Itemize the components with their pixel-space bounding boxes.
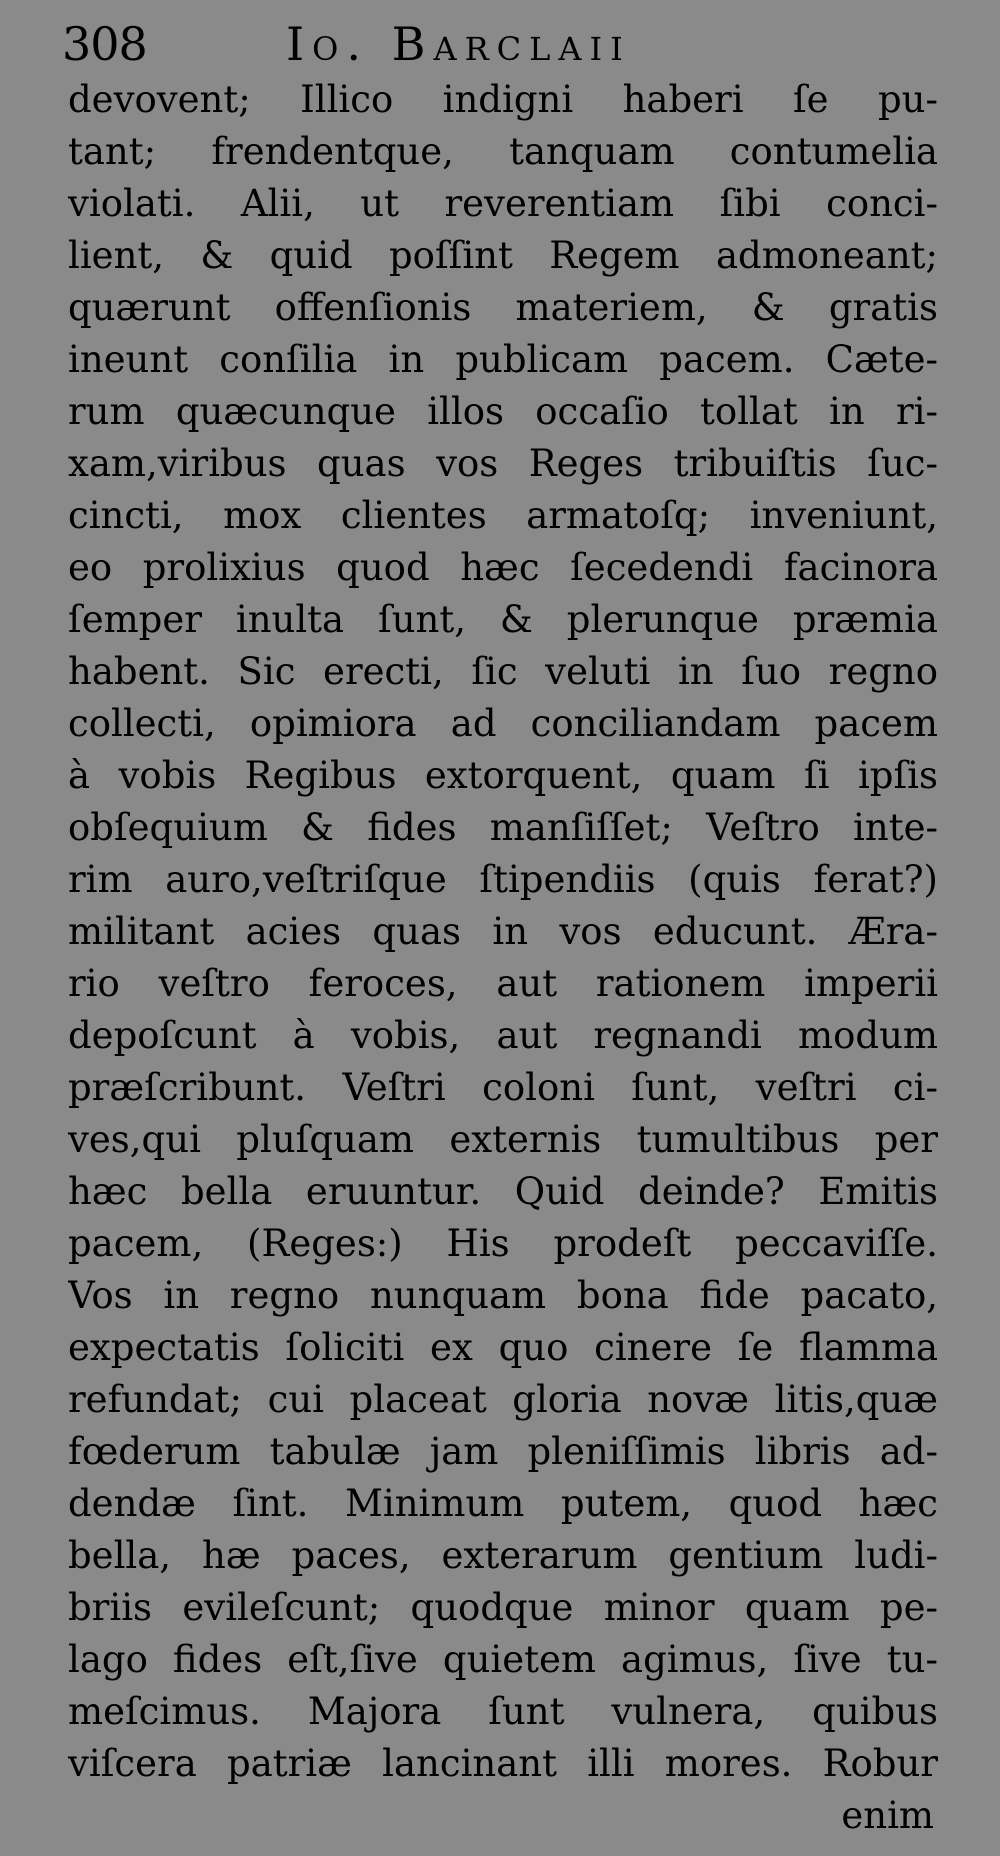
page-header — [58, 14, 958, 74]
text-line: devovent; Illico indigni haberi ſe pu- — [68, 78, 938, 121]
text-line: obſequium & fides manſiſſet; Veſtro inte- — [68, 806, 938, 849]
text-line: tant; frendentque, tanquam contumelia — [68, 130, 938, 173]
text-line: ineunt conſilia in publicam pacem. Cæte- — [68, 338, 938, 381]
text-line: lient, & quid poſſint Regem admoneant; — [68, 234, 938, 277]
text-line: rim auro,veſtriſque ſtipendiis (quis ferat?) — [68, 858, 938, 901]
text-line: eo prolixius quod hæc ſecedendi facinora — [68, 546, 938, 589]
text-line: quærunt offenſionis materiem, & gratis — [68, 286, 938, 329]
text-line: violati. Alii, ut reverentiam ſibi conci- — [68, 182, 938, 225]
text-line: ves,qui pluſquam externis tumultibus per — [68, 1118, 938, 1161]
text-line: à vobis Regibus extorquent, quam ſi ipſis — [68, 754, 938, 797]
page-number: 308 — [62, 17, 147, 71]
body-text — [68, 74, 938, 1842]
text-line: rum quæcunque illos occaſio tollat in ri- — [68, 390, 938, 433]
text-line: rio veſtro feroces, aut rationem imperii — [68, 962, 938, 1005]
text-line: depoſcunt à vobis, aut regnandi modum — [68, 1014, 938, 1057]
text-line: viſcera patriæ lancinant illi mores. Robur — [68, 1742, 938, 1785]
text-line: dendæ ſint. Minimum putem, quod hæc — [68, 1482, 938, 1525]
text-line: pacem, (Reges:) His prodeſt peccaviſſe. — [68, 1222, 938, 1265]
text-line: xam,viribus quas vos Reges tribuiſtis ſuc- — [68, 442, 938, 485]
text-line: meſcimus. Majora ſunt vulnera, quibus — [68, 1690, 938, 1733]
text-line: præſcribunt. Veſtri coloni ſunt, veſtri ci- — [68, 1066, 938, 1109]
text-line: fœderum tabulæ jam pleniſſimis libris ad- — [68, 1430, 938, 1473]
text-line: militant acies quas in vos educunt. Æra- — [68, 910, 938, 953]
text-line: briis evileſcunt; quodque minor quam pe- — [68, 1586, 938, 1629]
text-line: ſemper inulta ſunt, & plerunque præmia — [68, 598, 938, 641]
text-line: collecti, opimiora ad conciliandam pacem — [68, 702, 938, 745]
text-line: cincti, mox clientes armatoſq; inveniunt, — [68, 494, 938, 537]
text-line: hæc bella eruuntur. Quid deinde? Emitis — [68, 1170, 938, 1213]
running-head: Io. Barclaii — [286, 17, 631, 71]
text-line: habent. Sic erecti, ſic veluti in ſuo regno — [68, 650, 938, 693]
text-line: bella, hæ paces, exterarum gentium ludi- — [68, 1534, 938, 1577]
text-line: Vos in regno nunquam bona fide pacato, — [68, 1274, 938, 1317]
catchword: enim — [841, 1794, 934, 1837]
text-line: lago fides eſt,ſive quietem agimus, ſive tu- — [68, 1638, 938, 1681]
text-line: expectatis ſoliciti ex quo cinere ſe flamma — [68, 1326, 938, 1369]
text-line: refundat; cui placeat gloria novæ litis,quæ — [68, 1378, 938, 1421]
